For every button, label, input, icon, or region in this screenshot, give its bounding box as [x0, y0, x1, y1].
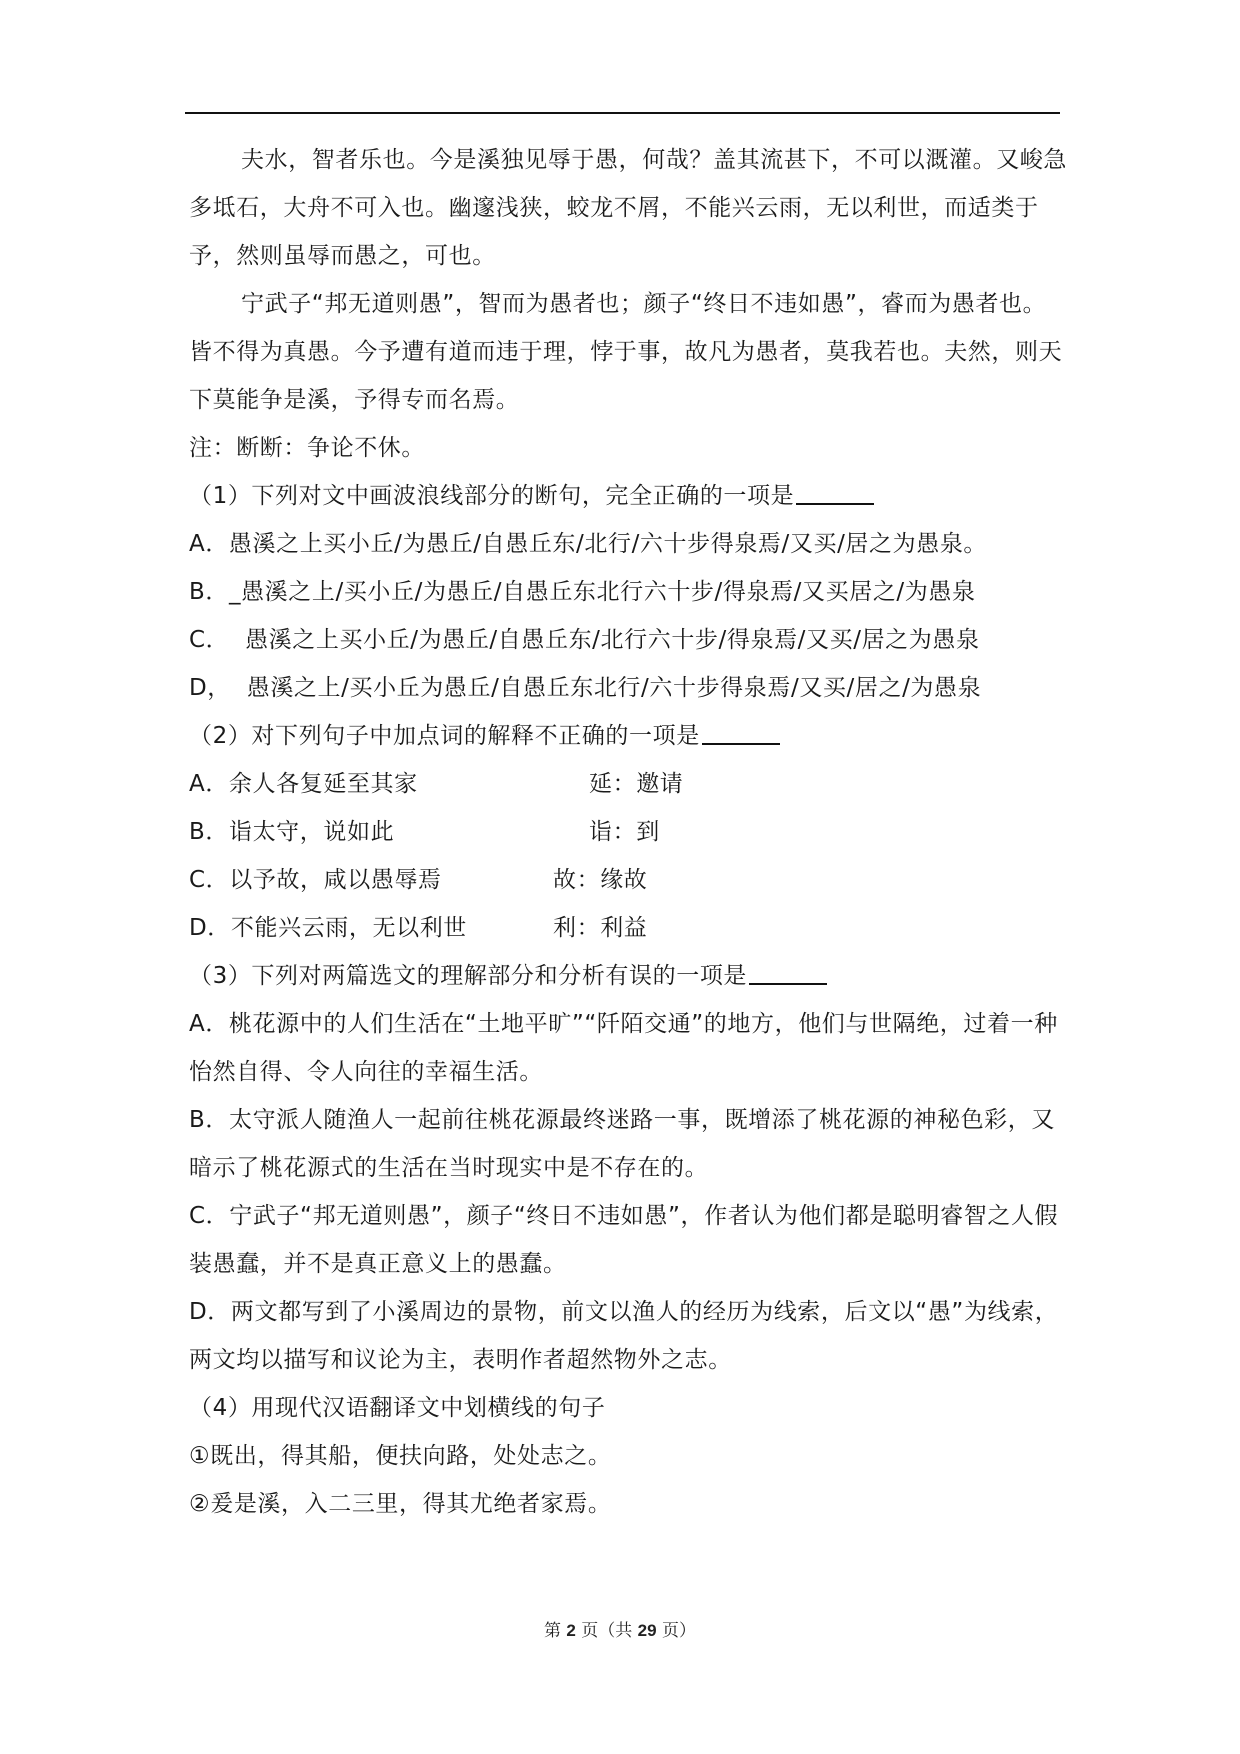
footer-total-pages: 29	[637, 1621, 657, 1640]
answer-blank-3	[749, 957, 827, 985]
passage-paragraph-1: 夫水，智者乐也。今是溪独见辱于愚，何哉？盖其流甚下，不可以溉灌。又峻急多坻石，大舟不可入也。幽邃浅狭，蛟龙不屑，不能兴云雨，无以利世，而适类于予，然则虽辱而愚之，可也。	[189, 147, 1067, 269]
question-1-text: （1）下列对文中画波浪线部分的断句，完全正确的一项是	[189, 483, 795, 509]
question-3-option-a: A．桃花源中的人们生活在“土地平旷”“阡陌交通”的地方，他们与世隔绝，过着一种怡然自得、令人向往的幸福生活。	[189, 1011, 1058, 1085]
question-4-stem: （4）用现代汉语翻译文中划横线的句子	[189, 1395, 606, 1421]
option-sentence: A．余人各复延至其家	[189, 771, 418, 797]
option-gloss: 诣：到	[589, 819, 660, 845]
option-gloss: 利：利益	[553, 915, 648, 941]
question-4-item-2: ②爰是溪，入二三里，得其尤绝者家焉。	[189, 1491, 612, 1517]
question-2-text: （2）对下列句子中加点词的解释不正确的一项是	[189, 723, 700, 749]
question-2-option-c	[189, 856, 1069, 904]
question-1-stem	[189, 472, 1069, 520]
document-body	[189, 136, 1069, 1528]
answer-blank-1	[796, 477, 874, 505]
footer-middle: 页（共	[581, 1621, 633, 1641]
footer-page-number: 2	[566, 1621, 576, 1640]
question-2-option-a	[189, 760, 1069, 808]
question-1-option-c: C． 愚溪之上买小丘/为愚丘/自愚丘东/北行六十步/得泉焉/又买/居之为愚泉	[189, 627, 980, 653]
question-3-stem	[189, 952, 1069, 1000]
page-footer	[0, 1616, 1240, 1641]
question-3-text: （3）下列对两篇选文的理解部分和分析有误的一项是	[189, 963, 748, 989]
footer-prefix: 第	[543, 1621, 561, 1641]
header-rule	[185, 112, 1060, 114]
question-1-option-a: A．愚溪之上买小丘/为愚丘/自愚丘东/北行/六十步得泉焉/又买/居之为愚泉。	[189, 531, 988, 557]
question-3-option-b: B．太守派人随渔人一起前往桃花源最终迷路一事，既增添了桃花源的神秘色彩，又暗示了桃花源式的生活在当时现实中是不存在的。	[189, 1107, 1055, 1181]
answer-blank-2	[702, 717, 780, 745]
passage-note: 注：断断：争论不休。	[189, 435, 425, 461]
question-3-option-d: D．两文都写到了小溪周边的景物，前文以渔人的经历为线索，后文以“愚”为线索，两文均以描写和议论为主，表明作者超然物外之志。	[189, 1299, 1059, 1373]
footer-suffix: 页）	[662, 1621, 696, 1641]
option-sentence: D．不能兴云雨，无以利世	[189, 915, 467, 941]
option-sentence: B．诣太守，说如此	[189, 819, 395, 845]
option-gloss: 故：缘故	[553, 867, 648, 893]
question-3-option-c: C．宁武子“邦无道则愚”，颜子“终日不违如愚”，作者认为他们都是聪明睿智之人假装愚蠢，并不是真正意义上的愚蠢。	[189, 1203, 1059, 1277]
passage-paragraph-2: 宁武子“邦无道则愚”，智而为愚者也；颜子“终日不违如愚”，睿而为愚者也。皆不得为真愚。今予遭有道而违于理，悖于事，故凡为愚者，莫我若也。夫然，则天下莫能争是溪，予得专而名焉。	[189, 291, 1063, 413]
question-1-option-b: B．_愚溪之上/买小丘/为愚丘/自愚丘东北行六十步/得泉焉/又买居之/为愚泉	[189, 579, 976, 605]
option-gloss: 延：邀请	[589, 771, 684, 797]
question-4-item-1: ①既出，得其船，便扶向路，处处志之。	[189, 1443, 612, 1469]
question-2-stem	[189, 712, 1069, 760]
question-2-option-b	[189, 808, 1069, 856]
option-sentence: C．以予故，咸以愚辱焉	[189, 867, 442, 893]
question-2-option-d	[189, 904, 1069, 952]
question-1-option-d: D， 愚溪之上/买小丘为愚丘/自愚丘东北行/六十步得泉焉/又买/居之/为愚泉	[189, 675, 982, 701]
